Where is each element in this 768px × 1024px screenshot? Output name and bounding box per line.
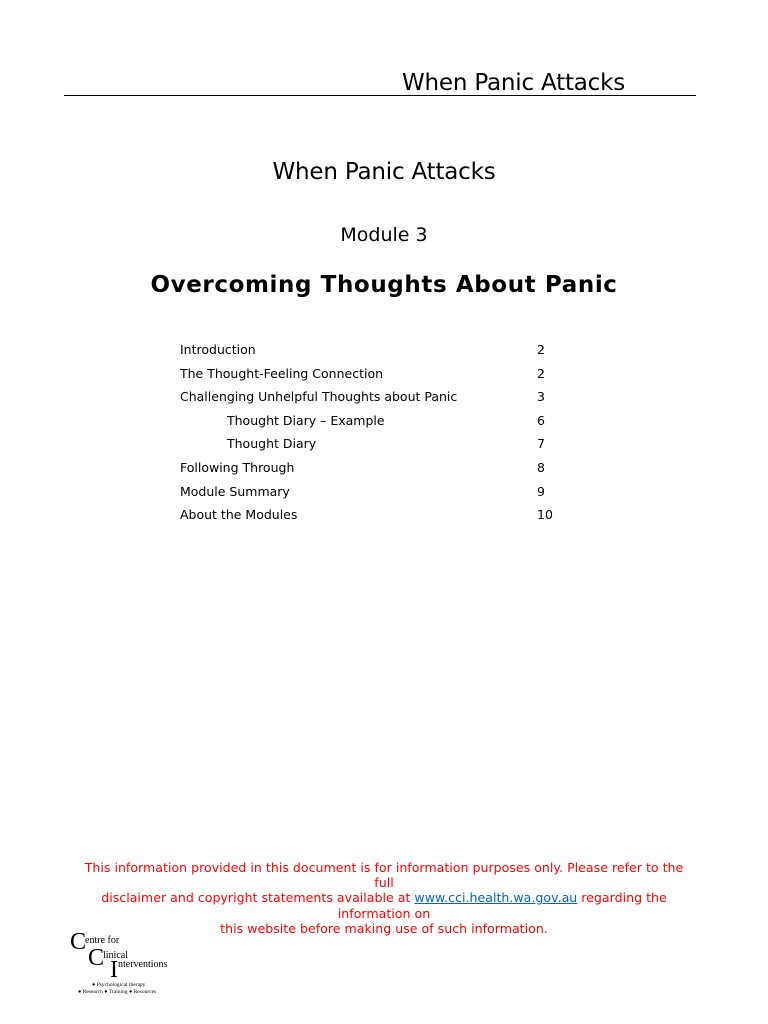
cci-website-link[interactable]: www.cci.health.wa.gov.au <box>414 890 578 906</box>
toc-entry[interactable] <box>180 340 580 364</box>
toc-entry-page: 2 <box>537 365 545 381</box>
toc-entry-page: 9 <box>537 483 545 499</box>
logo-letter-c: C <box>88 945 105 971</box>
toc-entry[interactable] <box>180 505 580 529</box>
toc-entry-page: 10 <box>537 507 553 523</box>
cci-logo <box>70 930 190 1000</box>
toc-entry-page: 6 <box>537 412 545 428</box>
logo-word-centre: entre for <box>85 935 120 946</box>
toc-entry[interactable] <box>180 387 580 411</box>
toc-entry-label: Thought Diary – Example <box>227 412 385 428</box>
disclaimer-line-1: This information provided in this document is for information purposes only. Please refer to the full <box>84 860 684 891</box>
toc-entry-label: Challenging Unhelpful Thoughts about Panic <box>180 389 458 405</box>
toc-entry-page: 8 <box>537 459 545 475</box>
toc-subentry[interactable] <box>180 434 580 458</box>
logo-letter-c: C <box>70 929 87 955</box>
module-heading: Overcoming Thoughts About Panic <box>150 272 618 298</box>
toc-entry-page: 3 <box>537 389 545 405</box>
toc-entry-page: 2 <box>537 342 545 357</box>
header-rule <box>64 95 696 96</box>
toc-entry-label: Module Summary <box>180 483 290 499</box>
toc-entry[interactable] <box>180 458 580 482</box>
disclaimer-notice <box>74 860 694 936</box>
toc-entry-label: Thought Diary <box>227 436 317 452</box>
disclaimer-line-2-end: regarding the information on <box>337 890 667 921</box>
toc-entry-label: About the Modules <box>180 507 298 523</box>
table-of-contents <box>180 340 580 529</box>
logo-word-clinical: linical <box>103 950 128 961</box>
logo-tagline-services: ● Research ● Training ● Resources <box>78 989 157 995</box>
document-title: When Panic Attacks <box>272 159 496 185</box>
logo-word-interventions: nterventions <box>118 959 168 970</box>
toc-entry-label: The Thought-Feeling Connection <box>180 365 384 381</box>
module-label: Module 3 <box>340 224 428 246</box>
toc-entry-label: Following Through <box>180 459 295 475</box>
disclaimer-line-3: this website before making use of such information. <box>220 920 548 936</box>
running-header-title: When Panic Attacks <box>402 70 626 96</box>
logo-tagline-therapy: ● Psychological therapy <box>92 982 146 988</box>
toc-entry[interactable] <box>180 482 580 506</box>
logo-letter-i: I <box>110 957 118 983</box>
disclaimer-line-2-start: disclaimer and copyright statements available at <box>101 890 415 906</box>
toc-subentry[interactable] <box>180 411 580 435</box>
toc-entry[interactable] <box>180 364 580 388</box>
toc-entry-page: 7 <box>537 436 545 452</box>
toc-entry-label: Introduction <box>180 342 256 357</box>
